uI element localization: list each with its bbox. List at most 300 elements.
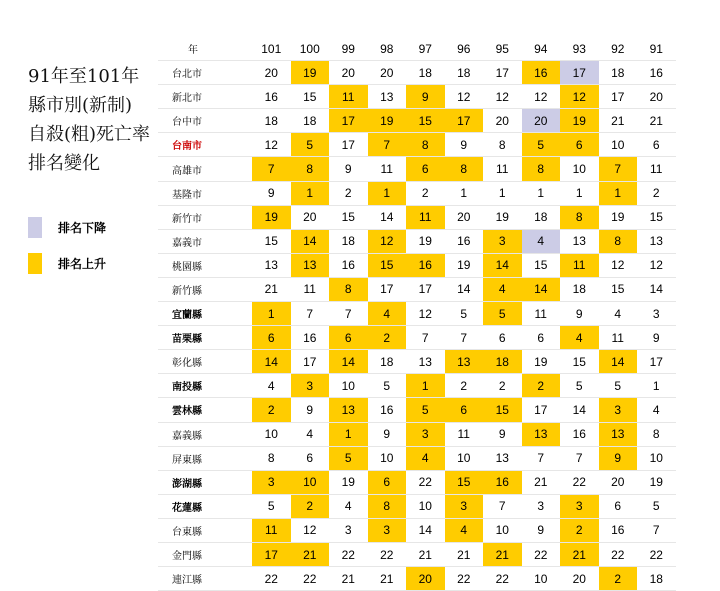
rank-cell: 12 [599,253,638,277]
rank-cell: 9 [291,398,330,422]
rank-cell: 14 [483,253,522,277]
rank-cell: 2 [637,181,676,205]
rank-cell: 14 [445,277,484,301]
year-header-cell: 91 [637,37,676,61]
rank-cell: 6 [329,326,368,350]
rank-cell: 14 [560,398,599,422]
rank-cell: 2 [445,374,484,398]
rank-cell: 18 [291,109,330,133]
rank-cell: 4 [599,302,638,326]
rank-cell: 4 [560,326,599,350]
rank-cell: 3 [522,494,561,518]
rank-cell: 8 [252,446,291,470]
rank-cell: 20 [560,567,599,591]
rank-cell: 1 [483,181,522,205]
rank-cell: 5 [252,494,291,518]
rank-cell: 15 [560,350,599,374]
rank-cell: 10 [637,446,676,470]
rank-cell: 20 [522,109,561,133]
rank-cell: 21 [560,542,599,566]
rank-cell: 7 [406,326,445,350]
rank-cell: 18 [329,229,368,253]
rank-cell: 3 [406,422,445,446]
rank-cell: 6 [252,326,291,350]
rank-cell: 12 [560,85,599,109]
rank-cell: 2 [599,567,638,591]
rank-cell: 8 [599,229,638,253]
county-name-cell: 嘉義縣 [158,422,252,446]
rank-cell: 4 [368,302,407,326]
rank-cell: 21 [483,542,522,566]
legend-swatch-up [28,253,42,274]
rank-cell: 19 [291,61,330,85]
rank-cell: 16 [522,61,561,85]
rank-cell: 16 [599,518,638,542]
rank-cell: 10 [522,567,561,591]
rank-cell: 19 [252,205,291,229]
rank-cell: 12 [522,85,561,109]
rank-cell: 20 [483,109,522,133]
rank-cell: 1 [445,181,484,205]
table-row [158,181,676,205]
rank-cell: 17 [522,398,561,422]
rank-cell: 3 [445,494,484,518]
rank-cell: 6 [560,133,599,157]
rank-cell: 11 [522,302,561,326]
rank-cell: 17 [599,85,638,109]
rank-cell: 18 [637,567,676,591]
rank-cell: 21 [368,567,407,591]
rank-cell: 19 [445,253,484,277]
rank-cell: 12 [483,85,522,109]
rank-cell: 15 [637,205,676,229]
rank-table [158,37,676,591]
rank-cell: 19 [406,229,445,253]
rank-cell: 7 [637,518,676,542]
rank-cell: 18 [252,109,291,133]
year-header-cell: 96 [445,37,484,61]
rank-cell: 21 [445,542,484,566]
rank-cell: 2 [329,181,368,205]
rank-cell: 22 [368,542,407,566]
rank-cell: 22 [252,567,291,591]
rank-cell: 4 [406,446,445,470]
rank-cell: 12 [368,229,407,253]
header-corner-cell: 年 [158,37,252,61]
rank-cell: 6 [445,398,484,422]
rank-cell: 2 [291,494,330,518]
rank-cell: 9 [522,518,561,542]
rank-cell: 9 [368,422,407,446]
rank-cell: 9 [483,422,522,446]
rank-cell: 13 [522,422,561,446]
county-name-cell: 花蓮縣 [158,494,252,518]
county-name-cell: 苗栗縣 [158,326,252,350]
rank-cell: 20 [406,567,445,591]
rank-cell: 8 [368,494,407,518]
year-header-cell: 92 [599,37,638,61]
legend-rank-down [28,216,106,238]
rank-cell: 19 [637,470,676,494]
rank-cell: 17 [483,61,522,85]
rank-cell: 15 [291,85,330,109]
rank-cell: 9 [252,181,291,205]
rank-cell: 11 [483,157,522,181]
rank-cell: 14 [406,518,445,542]
rank-cell: 16 [560,422,599,446]
rank-cell: 4 [329,494,368,518]
rank-cell: 6 [599,494,638,518]
rank-cell: 10 [406,494,445,518]
rank-cell: 22 [522,542,561,566]
county-name-cell: 屏東縣 [158,446,252,470]
table-row [158,518,676,542]
rank-cell: 7 [252,157,291,181]
rank-cell: 20 [329,61,368,85]
rank-cell: 16 [252,85,291,109]
rank-cell: 20 [599,470,638,494]
rank-cell: 19 [483,205,522,229]
rank-cell: 5 [560,374,599,398]
county-name-cell: 澎湖縣 [158,470,252,494]
table-row [158,157,676,181]
rank-cell: 12 [406,302,445,326]
county-name-cell: 台東縣 [158,518,252,542]
legend-rank-up [28,252,106,274]
rank-cell: 10 [252,422,291,446]
county-name-cell: 宜蘭縣 [158,302,252,326]
rank-cell: 10 [483,518,522,542]
title-line: 排名變化 [28,153,100,174]
table-row [158,494,676,518]
rank-cell: 4 [483,277,522,301]
rank-cell: 6 [637,133,676,157]
rank-cell: 13 [291,253,330,277]
rank-cell: 10 [368,446,407,470]
rank-cell: 15 [445,470,484,494]
rank-cell: 8 [329,277,368,301]
rank-cell: 13 [483,446,522,470]
table-row [158,398,676,422]
rank-cell: 18 [368,350,407,374]
page-title [28,62,178,178]
rank-cell: 1 [637,374,676,398]
rank-cell: 22 [637,542,676,566]
rank-cell: 17 [637,350,676,374]
table-row [158,85,676,109]
rank-cell: 17 [329,133,368,157]
rank-cell: 17 [406,277,445,301]
rank-cell: 13 [445,350,484,374]
county-name-cell: 南投縣 [158,374,252,398]
rank-cell: 2 [252,398,291,422]
rank-cell: 5 [637,494,676,518]
rank-cell: 13 [560,229,599,253]
rank-cell: 21 [291,542,330,566]
rank-cell: 8 [522,157,561,181]
table-row [158,374,676,398]
rank-cell: 20 [637,85,676,109]
rank-cell: 20 [291,205,330,229]
rank-cell: 8 [483,133,522,157]
rank-cell: 16 [368,398,407,422]
rank-cell: 16 [329,253,368,277]
rank-cell: 9 [406,85,445,109]
rank-cell: 15 [329,205,368,229]
rank-cell: 5 [368,374,407,398]
rank-cell: 14 [368,205,407,229]
rank-cell: 8 [291,157,330,181]
rank-cell: 8 [406,133,445,157]
rank-cell: 2 [368,326,407,350]
rank-cell: 7 [329,302,368,326]
rank-cell: 2 [406,181,445,205]
rank-cell: 5 [599,374,638,398]
table-row [158,567,676,591]
legend-label-up: 排名上升 [58,256,107,271]
year-header-cell: 99 [329,37,368,61]
rank-cell: 16 [483,470,522,494]
rank-cell: 3 [599,398,638,422]
table-row [158,542,676,566]
table-row [158,446,676,470]
rank-cell: 1 [329,422,368,446]
rank-cell: 3 [483,229,522,253]
rank-cell: 8 [637,422,676,446]
rank-cell: 5 [445,302,484,326]
county-name-cell: 新北市 [158,85,252,109]
year-header-cell: 95 [483,37,522,61]
rank-cell: 18 [599,61,638,85]
rank-cell: 19 [329,470,368,494]
rank-cell: 5 [329,446,368,470]
rank-cell: 7 [599,157,638,181]
rank-cell: 21 [406,542,445,566]
rank-cell: 9 [560,302,599,326]
rank-cell: 3 [329,518,368,542]
rank-cell: 21 [637,109,676,133]
rank-cell: 18 [560,277,599,301]
table-row [158,422,676,446]
rank-cell: 3 [252,470,291,494]
rank-cell: 19 [560,109,599,133]
year-header-cell: 101 [252,37,291,61]
rank-cell: 16 [637,61,676,85]
rank-cell: 11 [560,253,599,277]
legend-label-down: 排名下降 [58,220,107,235]
header-row [158,37,676,61]
rank-cell: 5 [406,398,445,422]
rank-cell: 11 [406,205,445,229]
rank-cell: 14 [522,277,561,301]
rank-cell: 17 [291,350,330,374]
rank-cell: 2 [522,374,561,398]
table-row [158,205,676,229]
rank-cell: 18 [445,61,484,85]
rank-cell: 8 [445,157,484,181]
county-name-cell: 高雄市 [158,157,252,181]
rank-cell: 5 [291,133,330,157]
year-header-cell: 93 [560,37,599,61]
rank-cell: 18 [522,205,561,229]
rank-cell: 13 [252,253,291,277]
rank-cell: 6 [291,446,330,470]
title-line: 縣市別(新制) [28,95,133,116]
rank-cell: 17 [329,109,368,133]
rank-cell: 4 [252,374,291,398]
rank-cell: 4 [445,518,484,542]
rank-cell: 11 [445,422,484,446]
rank-cell: 7 [522,446,561,470]
table-row [158,109,676,133]
rank-cell: 10 [599,133,638,157]
rank-cell: 5 [483,302,522,326]
rank-cell: 13 [637,229,676,253]
rank-cell: 20 [445,205,484,229]
rank-cell: 19 [522,350,561,374]
county-name-cell: 雲林縣 [158,398,252,422]
rank-cell: 11 [599,326,638,350]
county-name-cell: 台中市 [158,109,252,133]
year-header-cell: 100 [291,37,330,61]
rank-cell: 21 [329,567,368,591]
rank-cell: 14 [637,277,676,301]
rank-cell: 13 [368,85,407,109]
rank-cell: 10 [329,374,368,398]
rank-cell: 1 [522,181,561,205]
rank-cell: 12 [445,85,484,109]
rank-cell: 10 [445,446,484,470]
rank-cell: 3 [368,518,407,542]
rank-cell: 17 [368,277,407,301]
rank-cell: 20 [252,61,291,85]
table-row [158,350,676,374]
county-name-cell: 新竹市 [158,205,252,229]
county-name-cell: 金門縣 [158,542,252,566]
table-row [158,277,676,301]
table-row [158,133,676,157]
rank-cell: 11 [368,157,407,181]
year-header-cell: 98 [368,37,407,61]
rank-cell: 1 [599,181,638,205]
table-row [158,302,676,326]
rank-cell: 22 [329,542,368,566]
rank-cell: 6 [483,326,522,350]
rank-cell: 22 [445,567,484,591]
rank-cell: 21 [252,277,291,301]
rank-cell: 20 [368,61,407,85]
rank-cell: 21 [599,109,638,133]
rank-cell: 11 [329,85,368,109]
rank-cell: 19 [368,109,407,133]
legend-swatch-down [28,217,42,238]
rank-cell: 10 [560,157,599,181]
rank-cell: 14 [252,350,291,374]
county-name-cell: 台北市 [158,61,252,85]
rank-cell: 15 [406,109,445,133]
table-row [158,470,676,494]
rank-cell: 1 [406,374,445,398]
rank-cell: 3 [291,374,330,398]
rank-cell: 18 [483,350,522,374]
rank-cell: 19 [599,205,638,229]
year-header-cell: 97 [406,37,445,61]
rank-cell: 3 [560,494,599,518]
rank-cell: 3 [637,302,676,326]
rank-cell: 9 [599,446,638,470]
rank-cell: 13 [406,350,445,374]
rank-cell: 11 [637,157,676,181]
rank-cell: 9 [637,326,676,350]
rank-cell: 7 [483,494,522,518]
rank-cell: 17 [445,109,484,133]
title-line: 自殺(粗)死亡率 [28,124,151,145]
rank-cell: 22 [406,470,445,494]
rank-cell: 5 [522,133,561,157]
county-name-cell: 連江縣 [158,567,252,591]
county-name-cell: 基隆市 [158,181,252,205]
rank-cell: 7 [560,446,599,470]
rank-cell: 6 [368,470,407,494]
rank-cell: 18 [406,61,445,85]
rank-cell: 21 [522,470,561,494]
year-header-cell: 94 [522,37,561,61]
rank-cell: 22 [483,567,522,591]
rank-cell: 8 [560,205,599,229]
county-name-cell: 嘉義市 [158,229,252,253]
rank-cell: 4 [637,398,676,422]
rank-cell: 22 [560,470,599,494]
rank-cell: 17 [560,61,599,85]
rank-cell: 9 [445,133,484,157]
table-row [158,253,676,277]
rank-cell: 15 [483,398,522,422]
rank-cell: 12 [252,133,291,157]
table-row [158,229,676,253]
rank-cell: 12 [291,518,330,542]
rank-cell: 1 [291,181,330,205]
title-line: 91年至101年 [28,66,140,87]
rank-cell: 2 [560,518,599,542]
rank-cell: 7 [445,326,484,350]
rank-cell: 1 [560,181,599,205]
rank-cell: 6 [522,326,561,350]
county-name-cell: 彰化縣 [158,350,252,374]
table-row [158,61,676,85]
rank-cell: 13 [599,422,638,446]
county-name-cell: 新竹縣 [158,277,252,301]
rank-cell: 10 [291,470,330,494]
rank-cell: 16 [406,253,445,277]
rank-cell: 1 [252,302,291,326]
rank-cell: 16 [445,229,484,253]
rank-cell: 7 [368,133,407,157]
rank-cell: 11 [252,518,291,542]
county-name-cell: 桃園縣 [158,253,252,277]
rank-cell: 1 [368,181,407,205]
rank-cell: 15 [522,253,561,277]
rank-cell: 9 [329,157,368,181]
rank-cell: 15 [252,229,291,253]
rank-cell: 4 [522,229,561,253]
rank-cell: 11 [291,277,330,301]
rank-cell: 22 [599,542,638,566]
county-name-cell: 台南市 [158,133,252,157]
rank-cell: 15 [599,277,638,301]
rank-cell: 14 [291,229,330,253]
rank-cell: 12 [637,253,676,277]
rank-cell: 17 [252,542,291,566]
